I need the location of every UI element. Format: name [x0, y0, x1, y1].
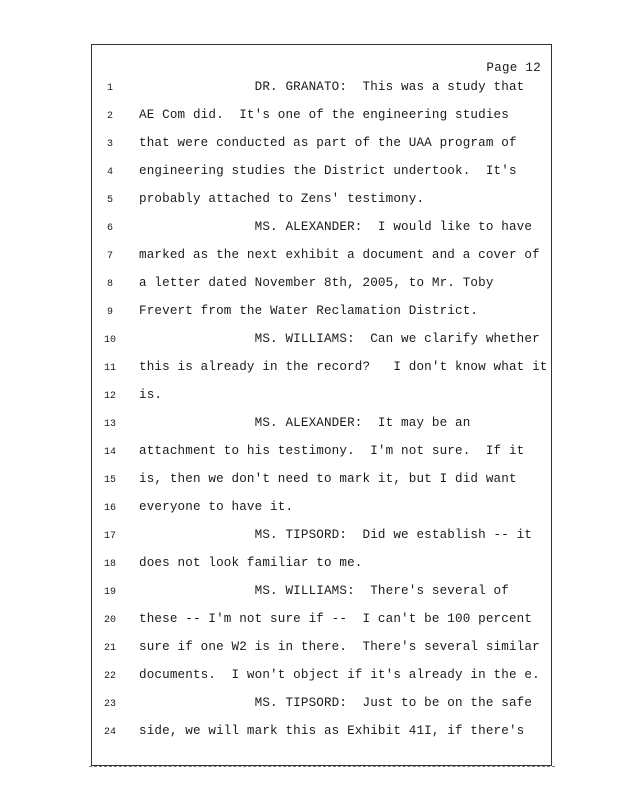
- line-text: does not look familiar to me.: [139, 556, 363, 570]
- transcript-line: [92, 161, 551, 189]
- line-number: 23: [103, 699, 116, 710]
- transcript-line: [92, 413, 551, 441]
- transcript-line: [92, 217, 551, 245]
- transcript-line: [92, 665, 551, 693]
- transcript-line: [92, 609, 551, 637]
- line-number: 14: [103, 447, 116, 458]
- transcript-page: [91, 44, 552, 766]
- line-text: MS. ALEXANDER: It may be an: [139, 416, 471, 430]
- line-number: 2: [106, 111, 113, 122]
- line-text: MS. ALEXANDER: I would like to have: [139, 220, 533, 234]
- transcript-line: [92, 637, 551, 665]
- transcript-line: [92, 329, 551, 357]
- line-number: 24: [103, 727, 116, 738]
- line-number: 11: [103, 363, 116, 374]
- transcript-line: [92, 189, 551, 217]
- line-text: MS. WILLIAMS: There's several of: [139, 584, 509, 598]
- line-number: 9: [106, 307, 113, 318]
- line-text: is.: [139, 388, 163, 402]
- transcript-line: [92, 469, 551, 497]
- line-number: 15: [103, 475, 116, 486]
- page-number: Page 12: [486, 61, 541, 75]
- line-number: 5: [106, 195, 113, 206]
- line-number: 21: [103, 643, 116, 654]
- line-number: 19: [103, 587, 116, 598]
- line-text: everyone to have it.: [139, 500, 294, 514]
- line-text: MS. WILLIAMS: Can we clarify whether: [139, 332, 540, 346]
- line-text: a letter dated November 8th, 2005, to Mr. Toby: [139, 276, 494, 290]
- line-number: 4: [106, 167, 113, 178]
- line-number: 13: [103, 419, 116, 430]
- line-text: AE Com did. It's one of the engineering studies: [139, 108, 509, 122]
- transcript-line: [92, 385, 551, 413]
- line-number: 10: [103, 335, 116, 346]
- transcript-line: [92, 721, 551, 749]
- transcript-line: [92, 245, 551, 273]
- transcript-line: [92, 497, 551, 525]
- line-text: is, then we don't need to mark it, but I did want: [139, 472, 517, 486]
- line-number: 6: [106, 223, 113, 234]
- transcript-line: [92, 77, 551, 105]
- transcript-line: [92, 105, 551, 133]
- line-number: 8: [106, 279, 113, 290]
- transcript-line: [92, 357, 551, 385]
- line-number: 7: [106, 251, 113, 262]
- scan-artifact-bottom: [89, 766, 555, 769]
- line-number: 1: [106, 83, 113, 94]
- transcript-line: [92, 273, 551, 301]
- line-text: engineering studies the District undertook. It's: [139, 164, 517, 178]
- transcript-line: [92, 301, 551, 329]
- line-text: marked as the next exhibit a document and a cover of: [139, 248, 540, 262]
- transcript-line: [92, 133, 551, 161]
- transcript-line: [92, 581, 551, 609]
- line-number: 3: [106, 139, 113, 150]
- line-text: that were conducted as part of the UAA program of: [139, 136, 517, 150]
- line-text: attachment to his testimony. I'm not sure. If it: [139, 444, 525, 458]
- line-text: sure if one W2 is in there. There's several similar: [139, 640, 540, 654]
- line-number: 20: [103, 615, 116, 626]
- transcript-line: [92, 441, 551, 469]
- line-text: Frevert from the Water Reclamation District.: [139, 304, 479, 318]
- line-text: documents. I won't object if it's already in the e.: [139, 668, 540, 682]
- transcript-line: [92, 525, 551, 553]
- line-text: MS. TIPSORD: Did we establish -- it: [139, 528, 533, 542]
- line-text: DR. GRANATO: This was a study that: [139, 80, 525, 94]
- line-text: this is already in the record? I don't know what it: [139, 360, 548, 374]
- transcript-line: [92, 693, 551, 721]
- line-number: 18: [103, 559, 116, 570]
- line-number: 12: [103, 391, 116, 402]
- line-text: side, we will mark this as Exhibit 41I, if there's: [139, 724, 525, 738]
- transcript-line: [92, 553, 551, 581]
- line-text: probably attached to Zens' testimony.: [139, 192, 425, 206]
- line-text: MS. TIPSORD: Just to be on the safe: [139, 696, 533, 710]
- line-number: 22: [103, 671, 116, 682]
- line-text: these -- I'm not sure if -- I can't be 100 percent: [139, 612, 533, 626]
- line-number: 17: [103, 531, 116, 542]
- line-number: 16: [103, 503, 116, 514]
